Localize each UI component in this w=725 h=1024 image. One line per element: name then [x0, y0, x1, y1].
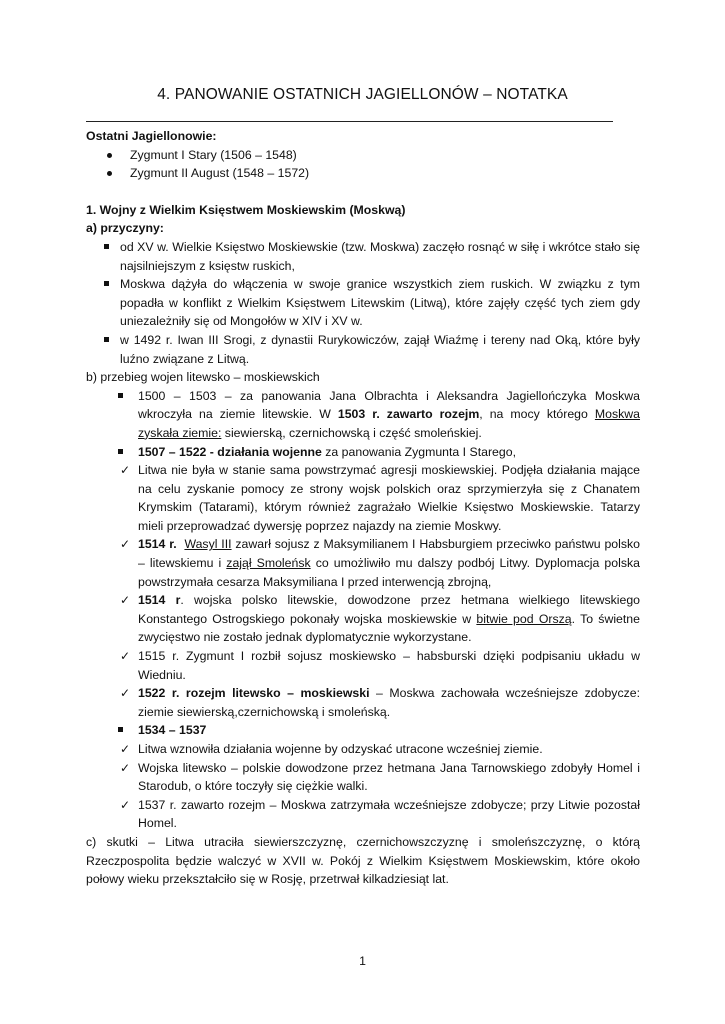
last-jagiellons-heading: Ostatni Jagiellonowie:	[86, 129, 217, 143]
bold-run: 1522 r. rozejm litewsko – moskiewski	[138, 686, 370, 701]
bold-run: 1514 r.	[138, 537, 177, 552]
section-1-heading: 1. Wojny z Wielkim Księstwem Moskiewskim (Moskwą)	[86, 202, 406, 217]
section-1a-heading: a) przyczyny:	[86, 221, 164, 236]
check-item: ✓ Wojska litewsko – polskie dowodzone przez hetmana Jana Tarnowskiego zdobyły Homel i Starodub, o które toczyły się ciężkie walki.	[86, 759, 640, 796]
bold-run: 1534 – 1537	[138, 723, 207, 738]
underlined-run: Wasyl III	[184, 537, 232, 552]
list-item: Moskwa dążyła do włączenia w swoje granice wszystkich ziem ruskich. W związku z tym popadła w konflikt z Wielkim Księstwem Litewskim (Litwą), które zajęły część tych ziem gdy uniezależniły się od Mongołów w XIV i XV w.	[86, 275, 640, 331]
list-item-1534	[86, 721, 640, 740]
section-1b-heading: b) przebieg wojen litewsko – moskiewskich	[86, 370, 320, 385]
document-body	[86, 127, 640, 889]
check-item: ✓ Litwa nie była w stanie sama powstrzymać agresji moskiewskiej. Podjęła działania mające na celu zyskanie pomocy ze strony wojsk polskich oraz sprzymierzyła się z Chanatem Krymskim (Tatarami), którym również zagrażało Wielkie Księstwo Moskiewskie. Tatarzy mieli przeprowadzać dywersję poprzez najazdy na ziemie Moskwy.	[86, 461, 640, 535]
list-item-1500	[86, 387, 640, 443]
underlined-run: zajął Smoleńsk	[226, 556, 311, 571]
list-item: od XV w. Wielkie Księstwo Moskiewskie (tzw. Moskwa) zaczęło rosnąć w siłę i wkrótce stało się najsilniejszym z księstw ruskich,	[86, 238, 640, 275]
list-item: Zygmunt I Stary (1506 – 1548)	[86, 146, 640, 165]
underlined-run: bitwie pod Orszą	[476, 611, 572, 626]
check-item	[86, 684, 640, 721]
course-list	[86, 387, 640, 461]
check-item	[86, 535, 640, 591]
section-1c-consequences: c) skutki – Litwa utraciła siewierszczyznę, czernichowszczyznę i smoleńszczyznę, o którą Rzeczpospolita będzie walczyć w XVII w. Pokój z Wielkim Księstwem Moskiewskim, które około połowy wieku przekształciło się w Rosję, przetrwał kilkadziesiąt lat.	[86, 834, 640, 887]
page-title: 4. PANOWANIE OSTATNICH JAGIELLONÓW – NOTATKA	[157, 86, 568, 103]
text-run: 1500 – 1503 – za panowania Jana Olbrachta i Aleksandra Jagiellończyka Moskwa wkroczyła na ziemie litewskie. W	[138, 388, 640, 422]
text-run: za panowania Zygmunta I Starego,	[321, 444, 516, 459]
list-item: Zygmunt II August (1548 – 1572)	[86, 164, 640, 183]
text-run: , na mocy którego	[479, 407, 595, 422]
text-run: siewierską, czernichowską i część smoleńskiej.	[221, 425, 482, 440]
check-item: ✓ Litwa wznowiła działania wojenne by odzyskać utracone wcześniej ziemie.	[86, 740, 640, 759]
wars-1534-list	[86, 740, 640, 833]
list-item-1507	[86, 443, 640, 462]
check-item	[86, 591, 640, 647]
bold-run: 1507 – 1522 - działania wojenne	[138, 444, 322, 459]
check-item: ✓ 1537 r. zawarto rozejm – Moskwa zatrzymała wcześniejsze zdobycze; przy Litwie pozostał Homel.	[86, 796, 640, 833]
last-jagiellons-list	[86, 146, 640, 183]
check-item: ✓ 1515 r. Zygmunt I rozbił sojusz moskiewsko – habsburski dzięki podpisaniu układu w Wiedniu.	[86, 647, 640, 684]
text-run: co umożliwiło mu dalszy podbój Litwy. Dyplomacja polska powstrzymała cesarza Maksymiliana I przed interwencją zbrojną,	[138, 556, 640, 589]
causes-list	[86, 238, 640, 368]
bold-run: r	[175, 593, 181, 608]
text-run: . To świetne zwycięstwo nie zostało jednak dyplomatycznie wykorzystane.	[138, 611, 640, 645]
underlined-run: Moskwa zyskała ziemie:	[138, 407, 641, 440]
bold-run: 1503 r. zawarto rozejm	[337, 407, 480, 422]
wars-1507-list	[86, 461, 640, 721]
spacer	[86, 183, 640, 201]
text-run: – Moskwa zachowała wcześniejsze zdobycze: ziemie siewierską,czernichowską i smoleńską.	[138, 686, 640, 719]
text-run: zawarł sojusz z Maksymilianem I Habsburgiem przeciwko państwu polsko – litewskiemu i	[138, 537, 641, 571]
course-list-2	[86, 721, 640, 740]
text-run: . wojska polsko litewskie, dowodzone przez hetmana wielkiego litewskiego Konstantego Ostrogskiego pokonały wojska moskiewskie w	[138, 593, 640, 626]
bold-run: 1514	[138, 593, 166, 608]
title-underline-rule	[86, 121, 613, 122]
page-number: 1	[359, 954, 366, 968]
list-item: w 1492 r. Iwan III Srogi, z dynastii Rurykowiczów, zajął Wiaźmę i tereny nad Oką, które były luźno związane z Litwą.	[86, 331, 640, 368]
